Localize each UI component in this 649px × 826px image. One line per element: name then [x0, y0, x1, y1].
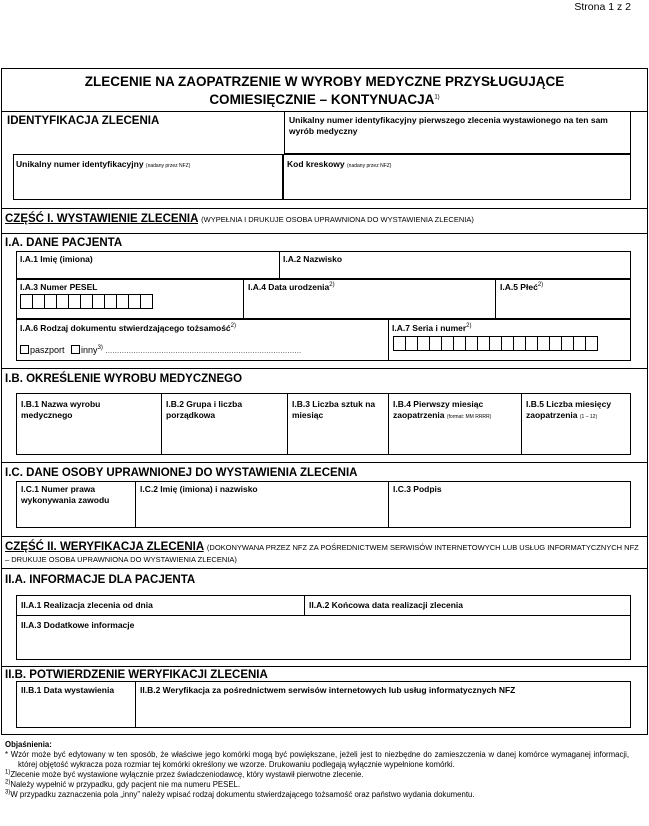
issue-date-field[interactable]	[17, 698, 134, 727]
divider	[1, 462, 648, 463]
issuer-name-field[interactable]	[136, 496, 387, 527]
part1-heading: CZĘŚĆ I. WYSTAWIENIE ZLECENIA (WYPEŁNIA I DRUKUJE OSOBA UPRAWNIONA DO WYSTAWIENIA ZLECENIA)	[5, 213, 474, 225]
license-number-label: I.C.1 Numer prawa wykonywania zawodu	[21, 484, 110, 505]
sex-field[interactable]	[496, 292, 630, 318]
divider	[16, 615, 631, 616]
verification-label: II.B.2 Weryfikacja za pośrednictwem serwisów internetowych lub usług informatycznych NFZ	[140, 685, 516, 695]
part2-note: – DRUKUJE OSOBA UPRAWNIONA DO WYSTAWIENIA ZLECENIA)	[5, 555, 237, 564]
extra-info-label: II.A.3 Dodatkowe informacje	[21, 620, 135, 630]
device-group-field[interactable]	[162, 428, 286, 454]
divider	[1, 368, 648, 369]
birth-date-field[interactable]	[244, 292, 494, 318]
notes-heading: Objaśnienia:	[5, 740, 52, 749]
divider	[1, 233, 648, 234]
passport-option-label: paszport	[30, 345, 65, 355]
part2-heading: CZĘŚĆ II. WERYFIKACJA ZLECENIA (DOKONYWANA PRZEZ NFZ ZA POŚREDNICTWEM SERWISÓW INTERNETOWYCH LUB USŁUG INFORMATYCZNYCH NFZ	[5, 541, 639, 553]
other-doc-dotted-line[interactable]: …………………………………………………………………………	[105, 348, 302, 355]
divider	[304, 595, 305, 615]
start-date-field[interactable]	[160, 596, 303, 614]
first-month-field[interactable]	[389, 428, 520, 454]
verification-field[interactable]	[136, 698, 630, 727]
form-title-line2: COMIESIĘCZNIE – KONTYNUACJA$^{1)}$	[209, 92, 440, 107]
unique-id-label: Unikalny numer identyfikacyjny (nadany przez NFZ)	[16, 159, 191, 169]
device-name-label: I.B.1 Nazwa wyrobu medycznego	[21, 399, 101, 420]
device-quantity-field[interactable]	[288, 428, 387, 454]
note-item: $^{3)}$W przypadku zaznaczenia pola „inny” należy wpisać rodzaj dokumentu stwierdzającego tożsamość oraz państwo wydania dokumentu.	[5, 789, 475, 799]
issuer-name-label: I.C.2 Imię (imiona) i nazwisko	[140, 484, 258, 494]
doc-series-label: I.A.7 Seria i numer$^{2)}$	[392, 323, 472, 333]
other-doc-option-label: inny	[81, 345, 98, 355]
first-order-id-field[interactable]	[284, 111, 631, 154]
doc-type-options	[20, 345, 301, 355]
footnote-ref: 3)	[97, 345, 103, 351]
passport-checkbox[interactable]	[20, 345, 29, 354]
doc-type-label: I.A.6 Rodzaj dokumentu stwierdzającego tożsamość$^{2)}$	[20, 323, 237, 333]
note-item: $^{2)}$Należy wypełnić w przypadku, gdy pacjent nie ma numeru PESEL.	[5, 779, 241, 789]
doc-series-input[interactable]	[393, 336, 597, 351]
section-confirm-heading: II.B. POTWIERDZENIE WERYFIKACJI ZLECENIA	[5, 669, 268, 681]
sex-label: I.A.5 Płeć$^{2)}$	[500, 282, 544, 292]
divider	[388, 319, 389, 361]
form-title-line1: ZLECENIE NA ZAOPATRZENIE W WYROBY MEDYCZNE PRZYSŁUGUJĄCE	[84, 74, 565, 89]
end-date-field[interactable]	[480, 596, 630, 614]
signature-label: I.C.3 Podpis	[393, 484, 442, 494]
barcode-field[interactable]	[283, 154, 631, 200]
issue-date-label: II.B.1 Data wystawienia	[21, 685, 115, 695]
footnote-ref: 1)	[434, 94, 440, 101]
divider	[1, 568, 648, 569]
device-group-label: I.B.2 Grupa i liczba porządkowa	[166, 399, 243, 420]
section-device-heading: I.B. OKREŚLENIE WYROBU MEDYCZNEGO	[5, 373, 243, 385]
pesel-label: I.A.3 Numer PESEL	[20, 282, 98, 292]
divider	[1, 208, 648, 209]
first-name-field[interactable]	[17, 252, 278, 278]
signature-field[interactable]	[389, 496, 630, 527]
section-issuer-heading: I.C. DANE OSOBY UPRAWNIONEJ DO WYSTAWIENIA ZLECENIA	[5, 467, 358, 479]
last-name-field[interactable]	[280, 252, 630, 278]
end-date-label: II.A.2 Końcowa data realizacji zlecenia	[309, 600, 464, 610]
first-month-label: I.B.4 Pierwszy miesiąc zaopatrzenia (format: MM RRRR)	[393, 399, 492, 420]
note-item: * Wzór może być edytowany w ten sposób, że właściwe jego komórki mogą być powiększane, jeżeli jest to niezbędne do zamieszczenia w danej komórce wymaganej informacji, której objętość wykracza poza rozmiar tej komórki określony we wzorze. Drukowaniu podlegają wyłącznie wypełnione komórki.	[5, 750, 629, 769]
divider	[1, 666, 648, 667]
device-name-field[interactable]	[17, 428, 160, 454]
first-name-label: I.A.1 Imię (imiona)	[20, 254, 93, 264]
unique-id-field[interactable]	[13, 154, 283, 200]
birth-date-label: I.A.4 Data urodzenia$^{2)}$	[248, 282, 335, 292]
notes	[5, 740, 629, 800]
section-info-heading: II.A. INFORMACJE DLA PACJENTA	[5, 574, 196, 586]
section-identification-heading: IDENTYFIKACJA ZLECENIA	[7, 115, 160, 127]
section-patient-heading: I.A. DANE PACJENTA	[5, 237, 123, 249]
last-name-label: I.A.2 Nazwisko	[283, 254, 343, 264]
note-item: $^{1)}$Zlecenie może być wystawione wyłącznie przez świadczeniodawcę, który wystawił pierwotne zlecenie.	[5, 769, 364, 779]
other-doc-checkbox[interactable]	[71, 345, 80, 354]
device-quantity-label: I.B.3 Liczba sztuk na miesiąc	[292, 399, 376, 420]
divider	[1, 536, 648, 537]
pesel-input[interactable]	[20, 294, 152, 309]
start-date-label: II.A.1 Realizacja zlecenia od dnia	[21, 600, 153, 610]
first-order-id-label: Unikalny numer identyfikacyjny pierwszego zlecenia wystawionego na ten sam wyrób medyczny	[289, 115, 608, 136]
extra-info-field[interactable]	[17, 632, 630, 659]
page-number: Strona 1 z 2	[574, 1, 631, 13]
months-field[interactable]	[522, 428, 630, 454]
barcode-label: Kod kreskowy (nadany przez NFZ)	[287, 159, 392, 169]
license-number-field[interactable]	[17, 506, 134, 527]
months-label: I.B.5 Liczba miesięcy zaopatrzenia (1 – 12)	[526, 399, 612, 420]
